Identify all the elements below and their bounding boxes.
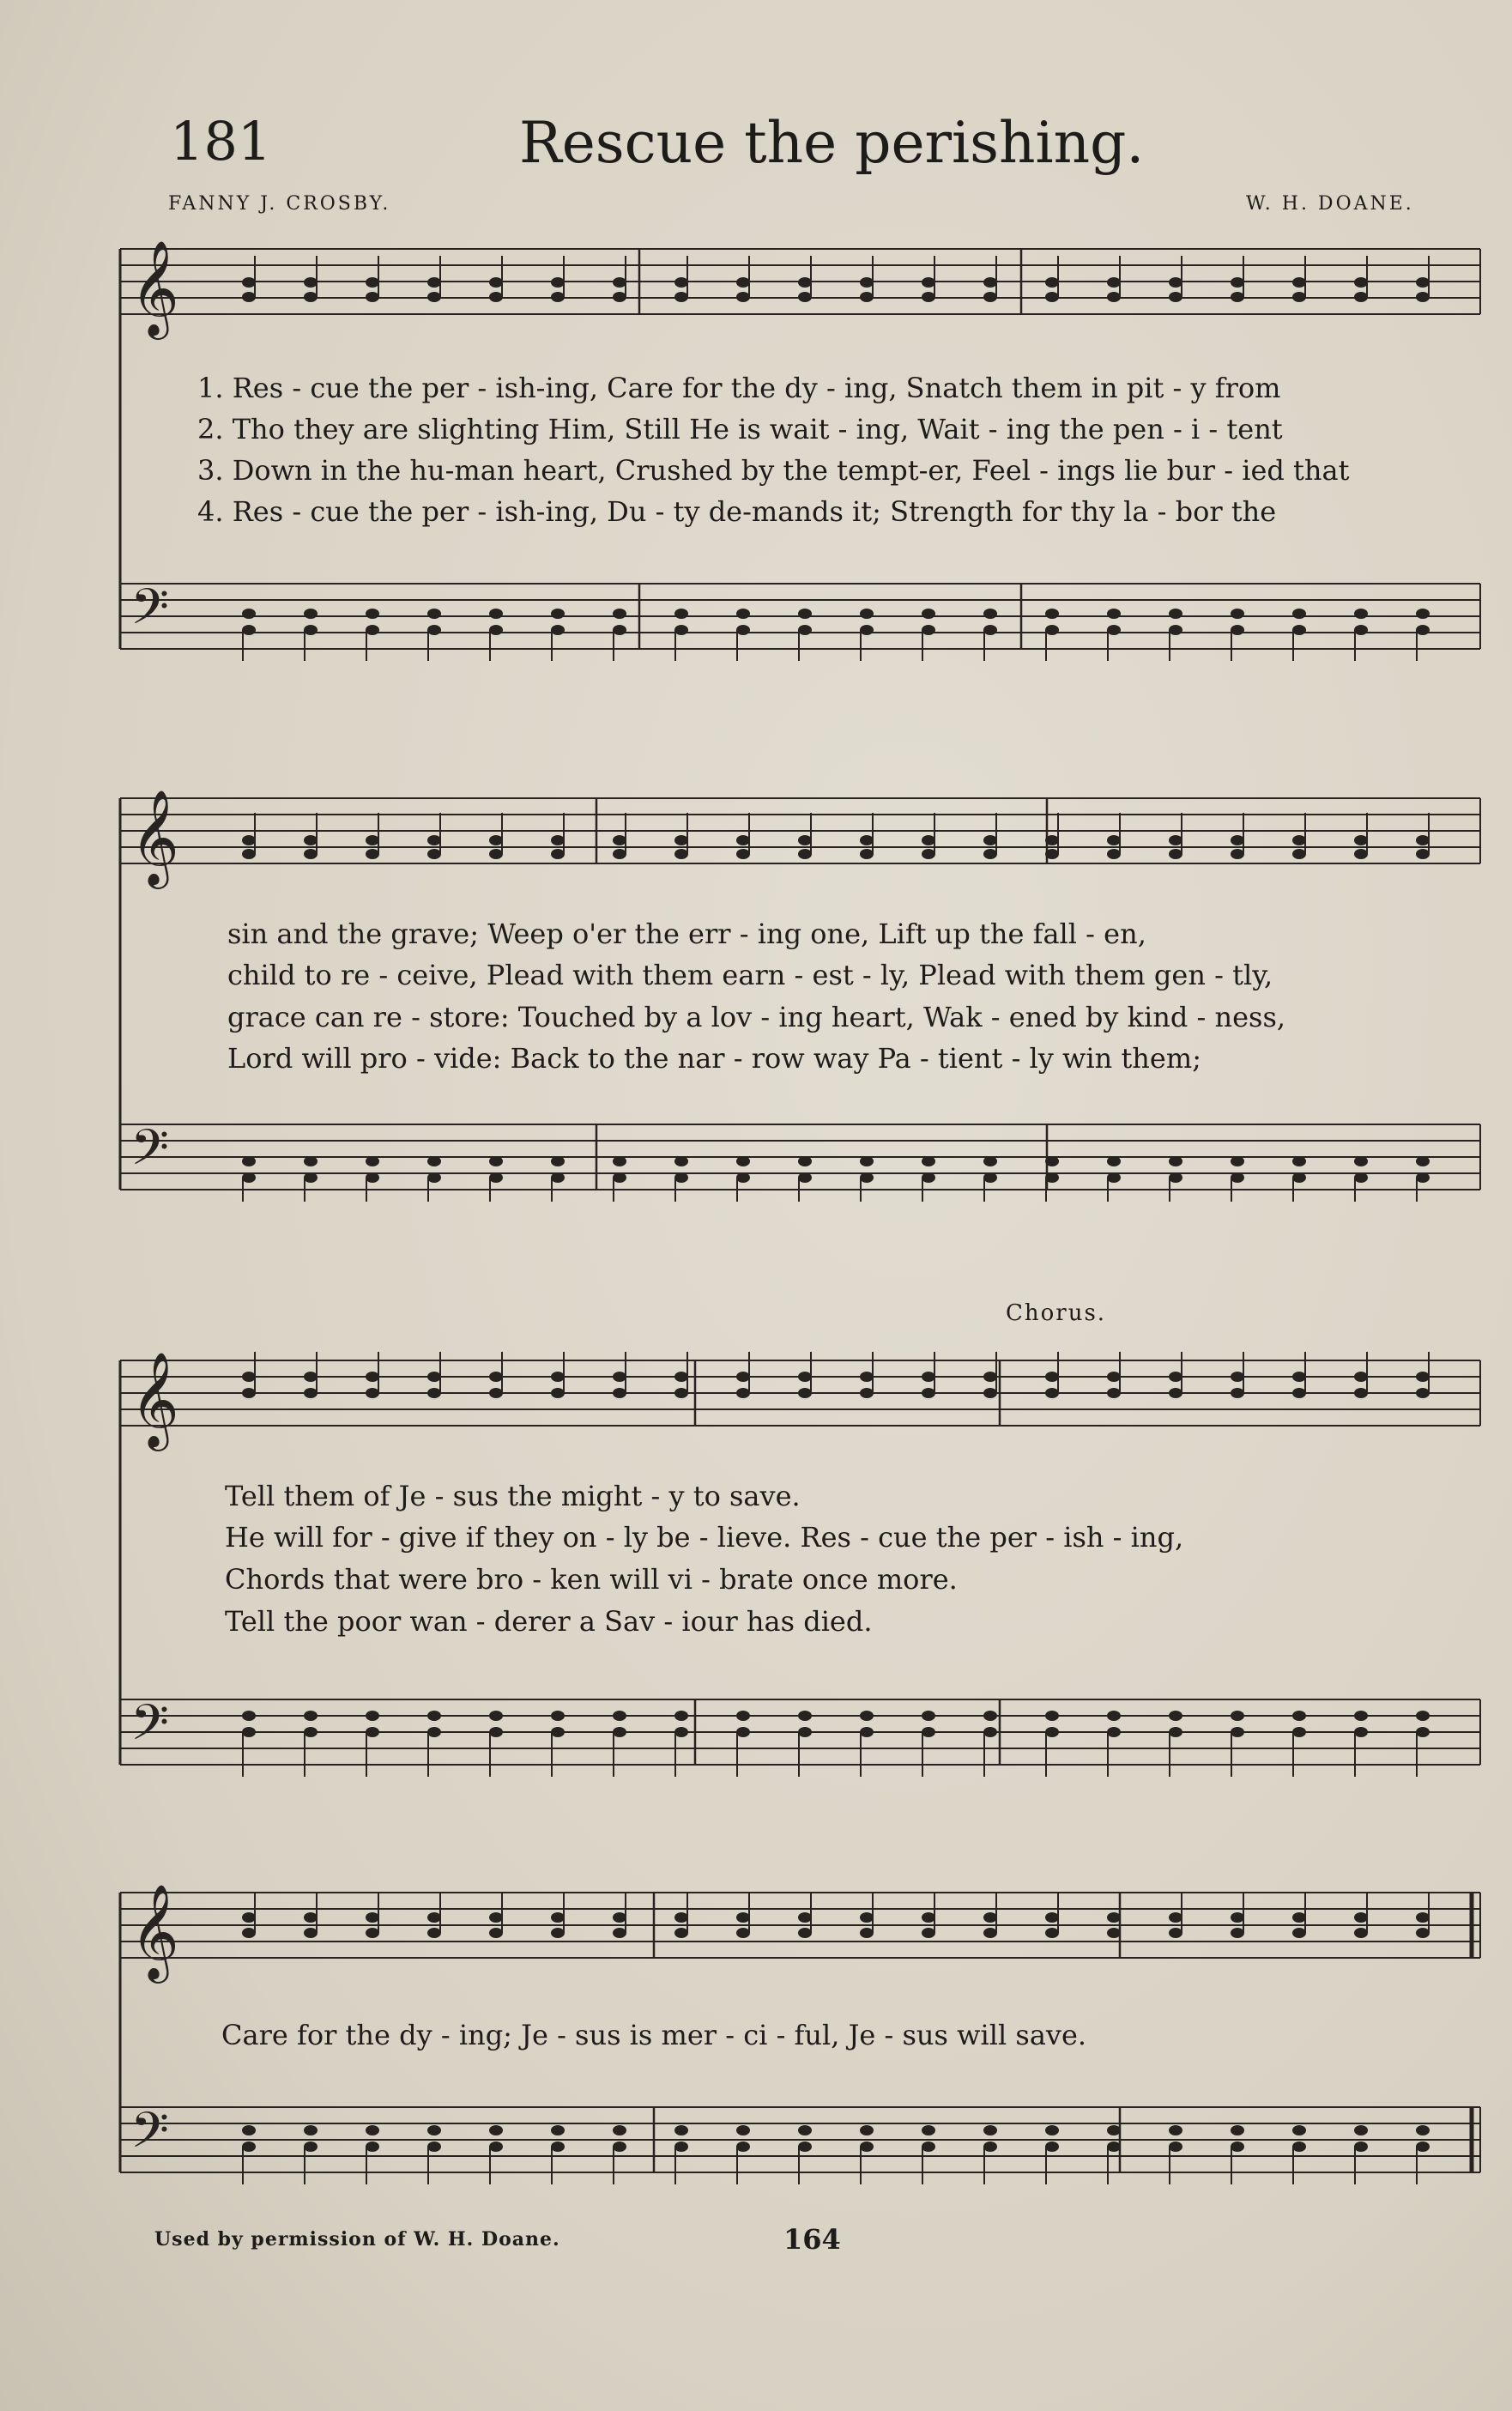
permission-note: Used by permission of W. H. Doane. — [154, 2228, 560, 2250]
lyric-line: 4. Res - cue the per - ish-ing, Du - ty de-mands it; Strength for thy la - bor the — [197, 495, 1277, 528]
svg-text:𝄢: 𝄢 — [130, 1118, 170, 1189]
hymn-number: 181 — [170, 110, 272, 173]
lyric-line: 2. Tho they are slighting Him, Still He is wait - ing, Wait - ing the pen - i - tent — [197, 413, 1283, 445]
lyricist-credit: FANNY J. CROSBY. — [168, 193, 391, 215]
composer-credit: W. H. DOANE. — [1246, 193, 1414, 215]
lyric-line: child to re - ceive, Plead with them earn - est - ly, Plead with them gen - tly, — [227, 959, 1273, 991]
svg-text:𝄢: 𝄢 — [130, 2101, 170, 2172]
lyric-line: Tell the poor wan - derer a Sav - iour has died. — [225, 1605, 873, 1638]
lyric-line: grace can re - store: Touched by a lov - ing heart, Wak - ened by kind - ness, — [227, 1001, 1286, 1033]
page-number: 164 — [783, 2223, 841, 2256]
svg-text:𝄢: 𝄢 — [130, 1693, 170, 1764]
svg-text:𝄞: 𝄞 — [130, 239, 179, 336]
lyric-line: Tell them of Je - sus the might - y to save. — [225, 1480, 801, 1512]
svg-text:𝄞: 𝄞 — [130, 1883, 179, 1979]
lyric-line: He will for - give if they on - ly be - lieve. Res - cue the per - ish - ing, — [225, 1521, 1184, 1554]
svg-text:𝄞: 𝄞 — [130, 789, 179, 885]
svg-text:𝄞: 𝄞 — [130, 1351, 179, 1447]
lyric-line: Lord will pro - vide: Back to the nar - row way Pa - tient - ly win them; — [227, 1042, 1201, 1075]
lyric-line: sin and the grave; Weep o'er the err - ing one, Lift up the fall - en, — [227, 918, 1146, 950]
chorus-label: Chorus. — [1006, 1300, 1107, 1326]
lyric-line: 1. Res - cue the per - ish-ing, Care for the dy - ing, Snatch them in pit - y from — [197, 372, 1281, 404]
svg-text:𝄢: 𝄢 — [130, 578, 170, 648]
lyric-line: 3. Down in the hu-man heart, Crushed by the tempt-er, Feel - ings lie bur - ied that — [197, 454, 1350, 487]
lyric-line: Chords that were bro - ken will vi - brate once more. — [225, 1563, 958, 1596]
lyric-line: Care for the dy - ing; Je - sus is mer - ci - ful, Je - sus will save. — [221, 2019, 1087, 2051]
hymn-title: Rescue the perishing. — [519, 110, 1145, 176]
